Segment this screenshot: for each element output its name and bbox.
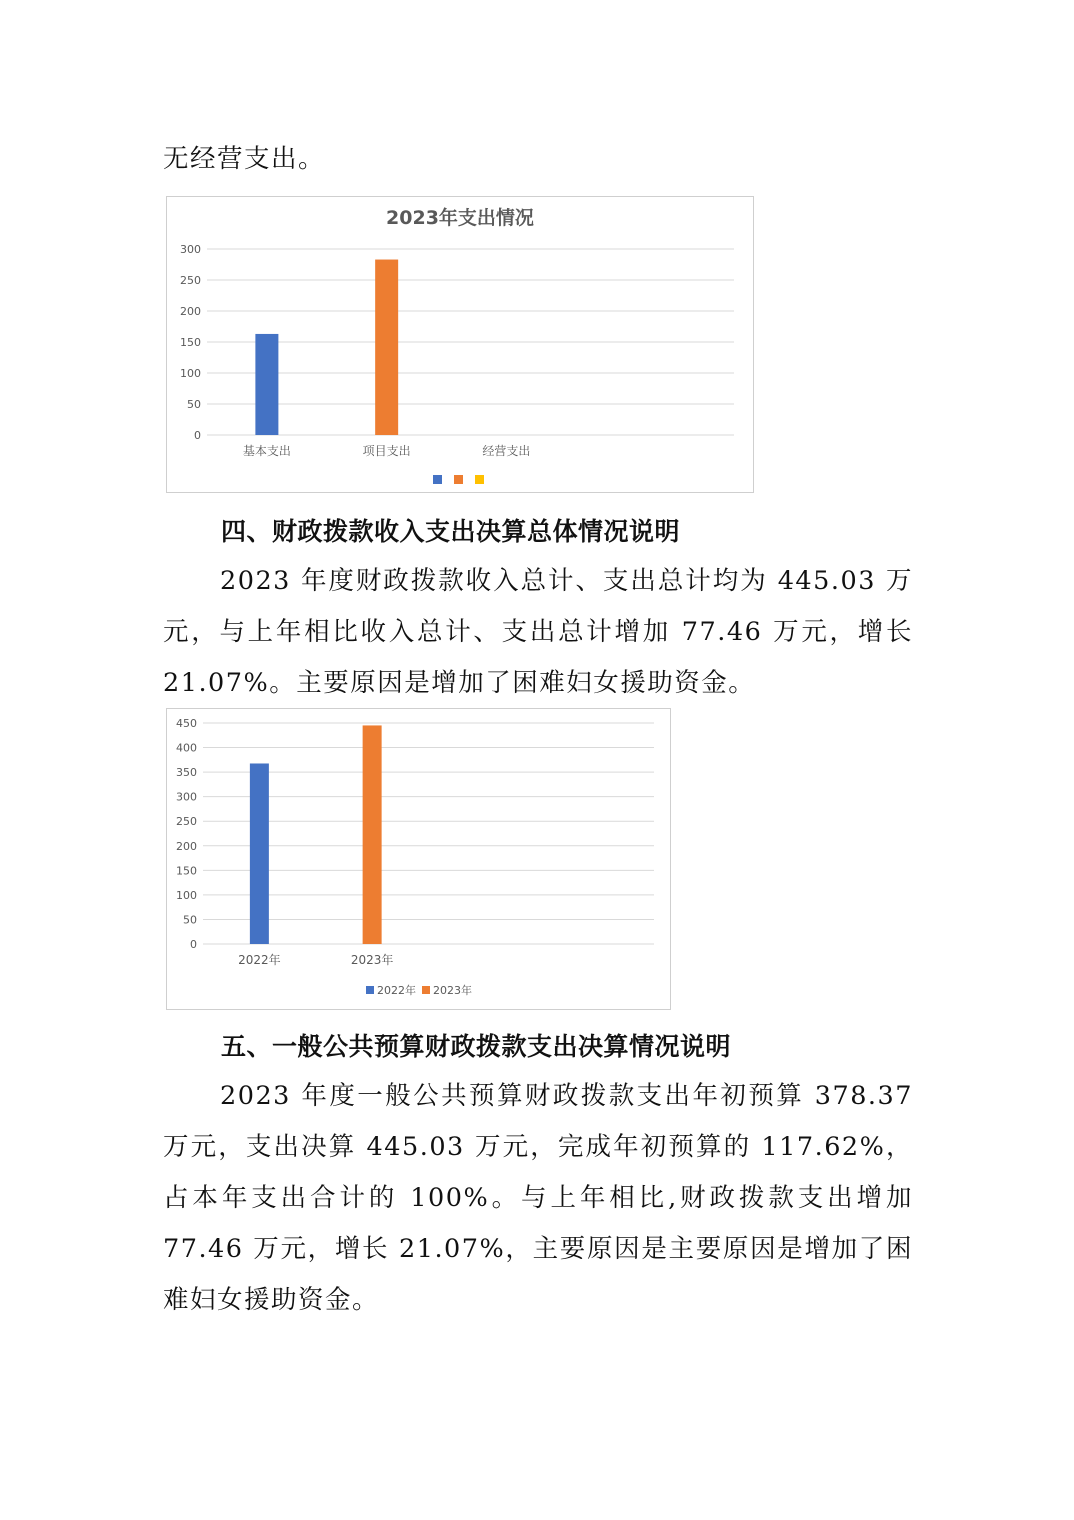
x-category-label: 项目支出 — [362, 444, 411, 458]
y-tick-label: 250 — [180, 274, 201, 287]
y-tick-label: 200 — [176, 839, 197, 853]
x-category-label: 经营支出 — [482, 444, 531, 458]
y-tick-label: 50 — [183, 913, 197, 927]
chart-2023-expense-svg — [167, 197, 753, 492]
section-4-paragraph: 2023 年度财政拨款收入总计、支出总计均为 445.03 万元，与上年相比收入总计、支出总计增加 77.46 万元，增长 21.07%。主要原因是增加了困难妇女援助资金。 — [163, 566, 913, 698]
y-tick-label: 450 — [176, 717, 197, 730]
x-category-label: 2023年 — [350, 953, 394, 967]
bar — [255, 334, 278, 435]
y-tick-label: 0 — [190, 938, 197, 951]
y-tick-label: 350 — [176, 766, 197, 780]
legend-label: 2023年 — [433, 984, 472, 997]
y-tick-label: 100 — [176, 888, 197, 902]
legend-swatch — [475, 475, 484, 484]
legend-swatch — [433, 475, 442, 484]
y-tick-label: 50 — [187, 398, 201, 411]
y-tick-label: 100 — [180, 367, 201, 380]
y-tick-label: 400 — [176, 741, 197, 755]
chart-2023-expense — [166, 196, 754, 493]
section-4-heading: 四、财政拨款收入支出决算总体情况说明 — [221, 517, 681, 546]
section-5-paragraph: 2023 年度一般公共预算财政拨款支出年初预算 378.37 万元，支出决算 445.03 万元，完成年初预算的 117.62%，占本年支出合计的 100%。与上年相比,财政拨款支出增加 77.46 万元，增长 21.07%，主要原因是主要原因是增加了困难妇女援助资金。 — [163, 1081, 913, 1315]
y-tick-label: 250 — [176, 815, 197, 829]
chart-year-comparison — [166, 708, 671, 1010]
legend-swatch — [366, 986, 374, 994]
bar — [363, 725, 382, 944]
x-category-label: 基本支出 — [242, 444, 291, 458]
legend-label: 2022年 — [377, 984, 416, 997]
legend-swatch — [454, 475, 463, 484]
y-tick-label: 200 — [180, 305, 201, 318]
y-tick-label: 150 — [176, 864, 197, 878]
y-tick-label: 150 — [180, 336, 201, 349]
bar — [250, 763, 269, 944]
y-tick-label: 300 — [176, 790, 197, 804]
section-5-heading: 五、一般公共预算财政拨款支出决算情况说明 — [221, 1032, 732, 1061]
bar — [375, 260, 398, 435]
legend-swatch — [422, 986, 430, 994]
y-tick-label: 300 — [180, 243, 201, 256]
y-tick-label: 0 — [194, 429, 201, 442]
paragraph-no-operating-expense: 无经营支出。 — [163, 144, 326, 174]
x-category-label: 2022年 — [238, 953, 281, 967]
chart-year-comparison-svg — [167, 709, 670, 1009]
chart-title: 2023年支出情况 — [386, 207, 534, 229]
